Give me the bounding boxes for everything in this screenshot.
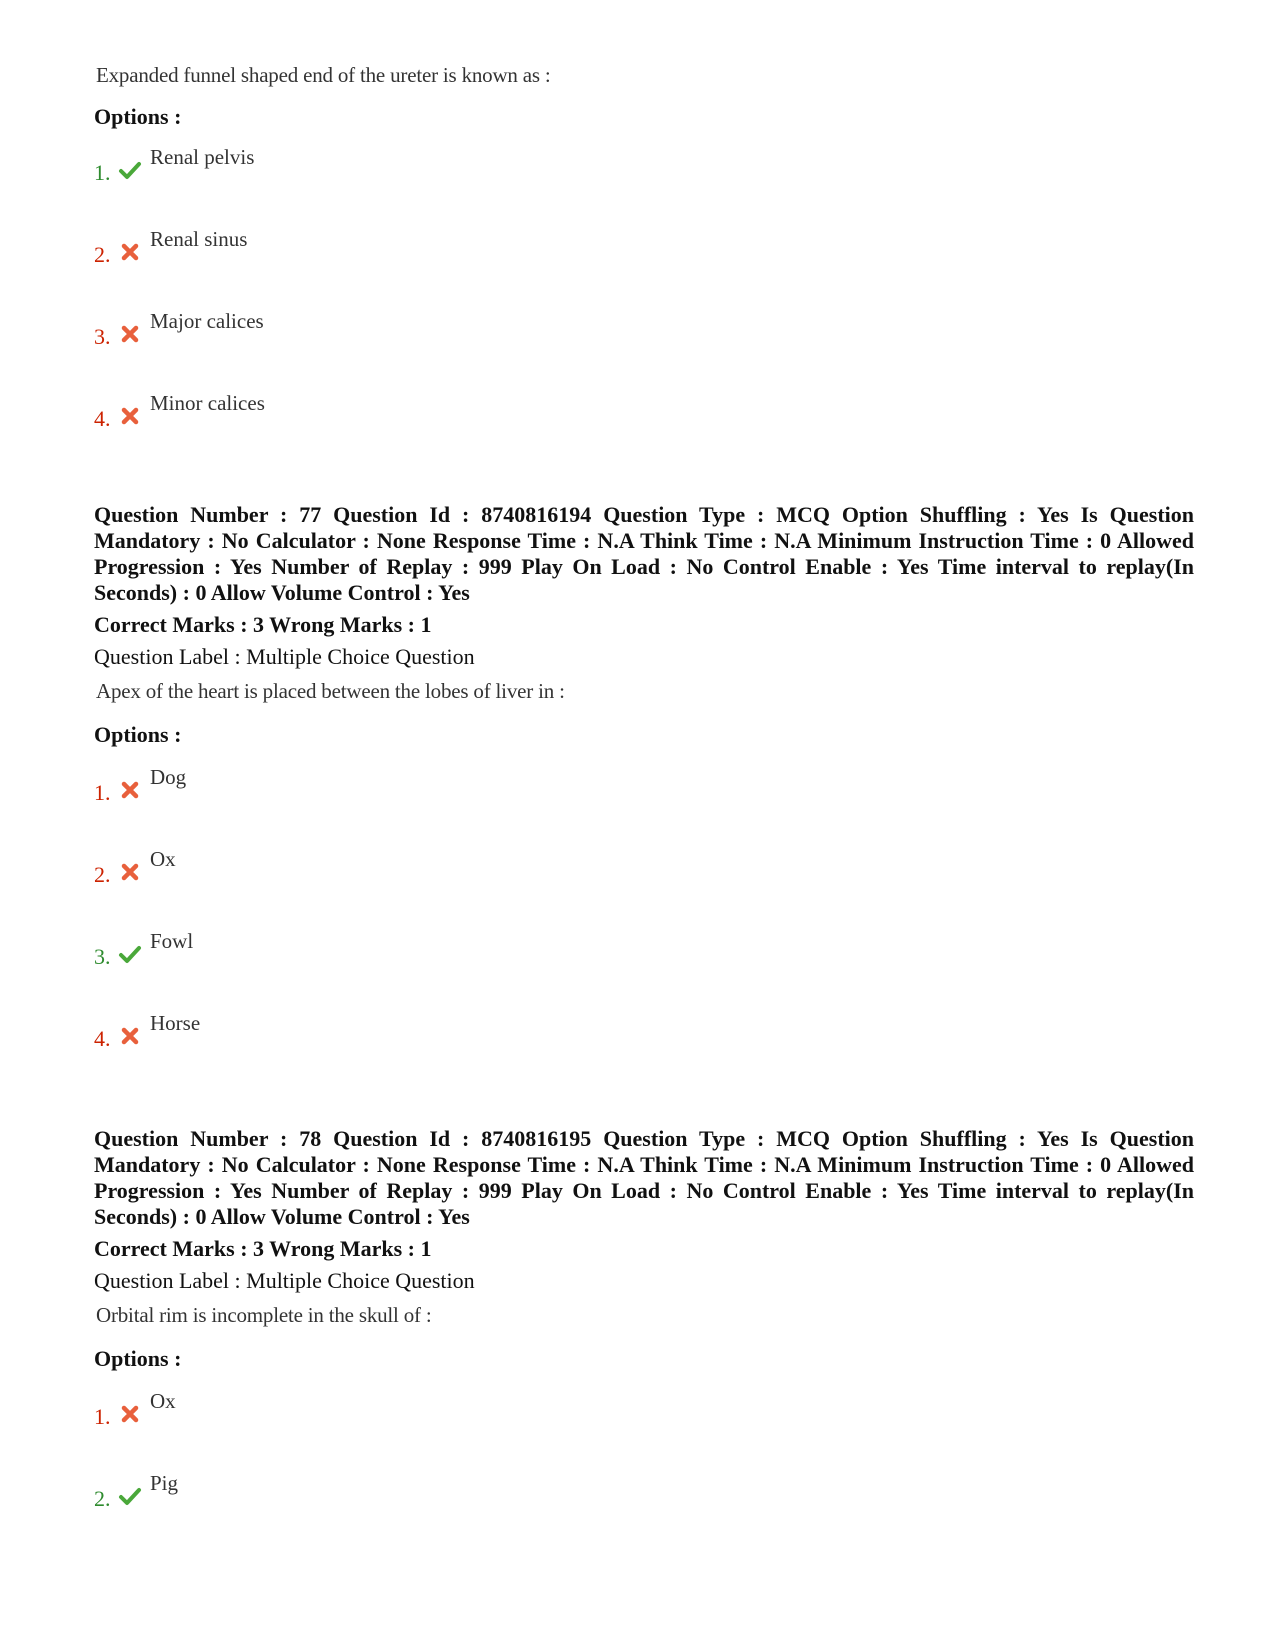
option-text: Minor calices xyxy=(150,391,265,415)
check-icon xyxy=(118,158,142,182)
option-number: 3. xyxy=(94,944,111,969)
option-text: Ox xyxy=(150,847,176,871)
exam-page xyxy=(94,60,1194,1550)
option-text: Fowl xyxy=(150,929,194,953)
cross-icon xyxy=(118,1402,142,1426)
check-icon xyxy=(118,1484,142,1508)
option-text: Renal pelvis xyxy=(150,145,255,169)
option-number: 3. xyxy=(94,324,111,349)
question-76 xyxy=(94,60,1194,470)
question-78 xyxy=(94,1126,1194,1550)
options-label: Options : xyxy=(94,1346,182,1371)
option-3 xyxy=(94,306,1194,388)
cross-icon xyxy=(118,778,142,802)
option-number: 2. xyxy=(94,1486,111,1511)
option-number: 1. xyxy=(94,780,111,805)
cross-icon xyxy=(118,322,142,346)
question-marks: Correct Marks : 3 Wrong Marks : 1 xyxy=(94,1236,432,1261)
option-text: Dog xyxy=(150,765,187,789)
option-text: Horse xyxy=(150,1011,201,1035)
cross-icon xyxy=(118,1024,142,1048)
options-list xyxy=(94,1386,1194,1550)
cross-icon xyxy=(118,240,142,264)
options-label: Options : xyxy=(94,722,182,747)
question-marks: Correct Marks : 3 Wrong Marks : 1 xyxy=(94,612,432,637)
option-text: Pig xyxy=(150,1471,179,1495)
options-list xyxy=(94,762,1194,1090)
option-number: 2. xyxy=(94,862,111,887)
question-text: Apex of the heart is placed between the lobes of liver in : xyxy=(96,679,565,703)
option-text: Major calices xyxy=(150,309,264,333)
options-list xyxy=(94,142,1194,470)
option-text: Renal sinus xyxy=(150,227,248,251)
option-4 xyxy=(94,1008,1194,1090)
option-3 xyxy=(94,926,1194,1008)
option-1 xyxy=(94,762,1194,844)
option-2 xyxy=(94,224,1194,306)
option-1 xyxy=(94,142,1194,224)
option-number: 4. xyxy=(94,406,111,431)
option-1 xyxy=(94,1386,1194,1468)
option-2 xyxy=(94,844,1194,926)
question-text: Orbital rim is incomplete in the skull of : xyxy=(96,1303,432,1327)
option-number: 1. xyxy=(94,1404,111,1429)
question-text: Expanded funnel shaped end of the ureter is known as : xyxy=(96,63,551,87)
option-number: 4. xyxy=(94,1026,111,1051)
option-number: 1. xyxy=(94,160,111,185)
check-icon xyxy=(118,942,142,966)
cross-icon xyxy=(118,860,142,884)
question-77 xyxy=(94,502,1194,1090)
question-label: Question Label : Multiple Choice Question xyxy=(94,644,475,669)
cross-icon xyxy=(118,404,142,428)
question-metadata: Question Number : 77 Question Id : 8740816194 Question Type : MCQ Option Shuffling : Yes Is Question Mandatory : No Calculator : None Response Time : N.A Think Time : N.A Minimum Instruction Time : 0 Allowed Progression : Yes Number of Replay : 999 Play On Load : No Control Enable : Yes Time interval to replay(In Seconds) : 0 Allow Volume Control : Yes xyxy=(94,502,1194,605)
option-number: 2. xyxy=(94,242,111,267)
option-2 xyxy=(94,1468,1194,1550)
question-label: Question Label : Multiple Choice Question xyxy=(94,1268,475,1293)
options-label: Options : xyxy=(94,104,182,129)
question-metadata: Question Number : 78 Question Id : 8740816195 Question Type : MCQ Option Shuffling : Yes Is Question Mandatory : No Calculator : None Response Time : N.A Think Time : N.A Minimum Instruction Time : 0 Allowed Progression : Yes Number of Replay : 999 Play On Load : No Control Enable : Yes Time interval to replay(In Seconds) : 0 Allow Volume Control : Yes xyxy=(94,1126,1194,1229)
option-4 xyxy=(94,388,1194,470)
option-text: Ox xyxy=(150,1389,176,1413)
